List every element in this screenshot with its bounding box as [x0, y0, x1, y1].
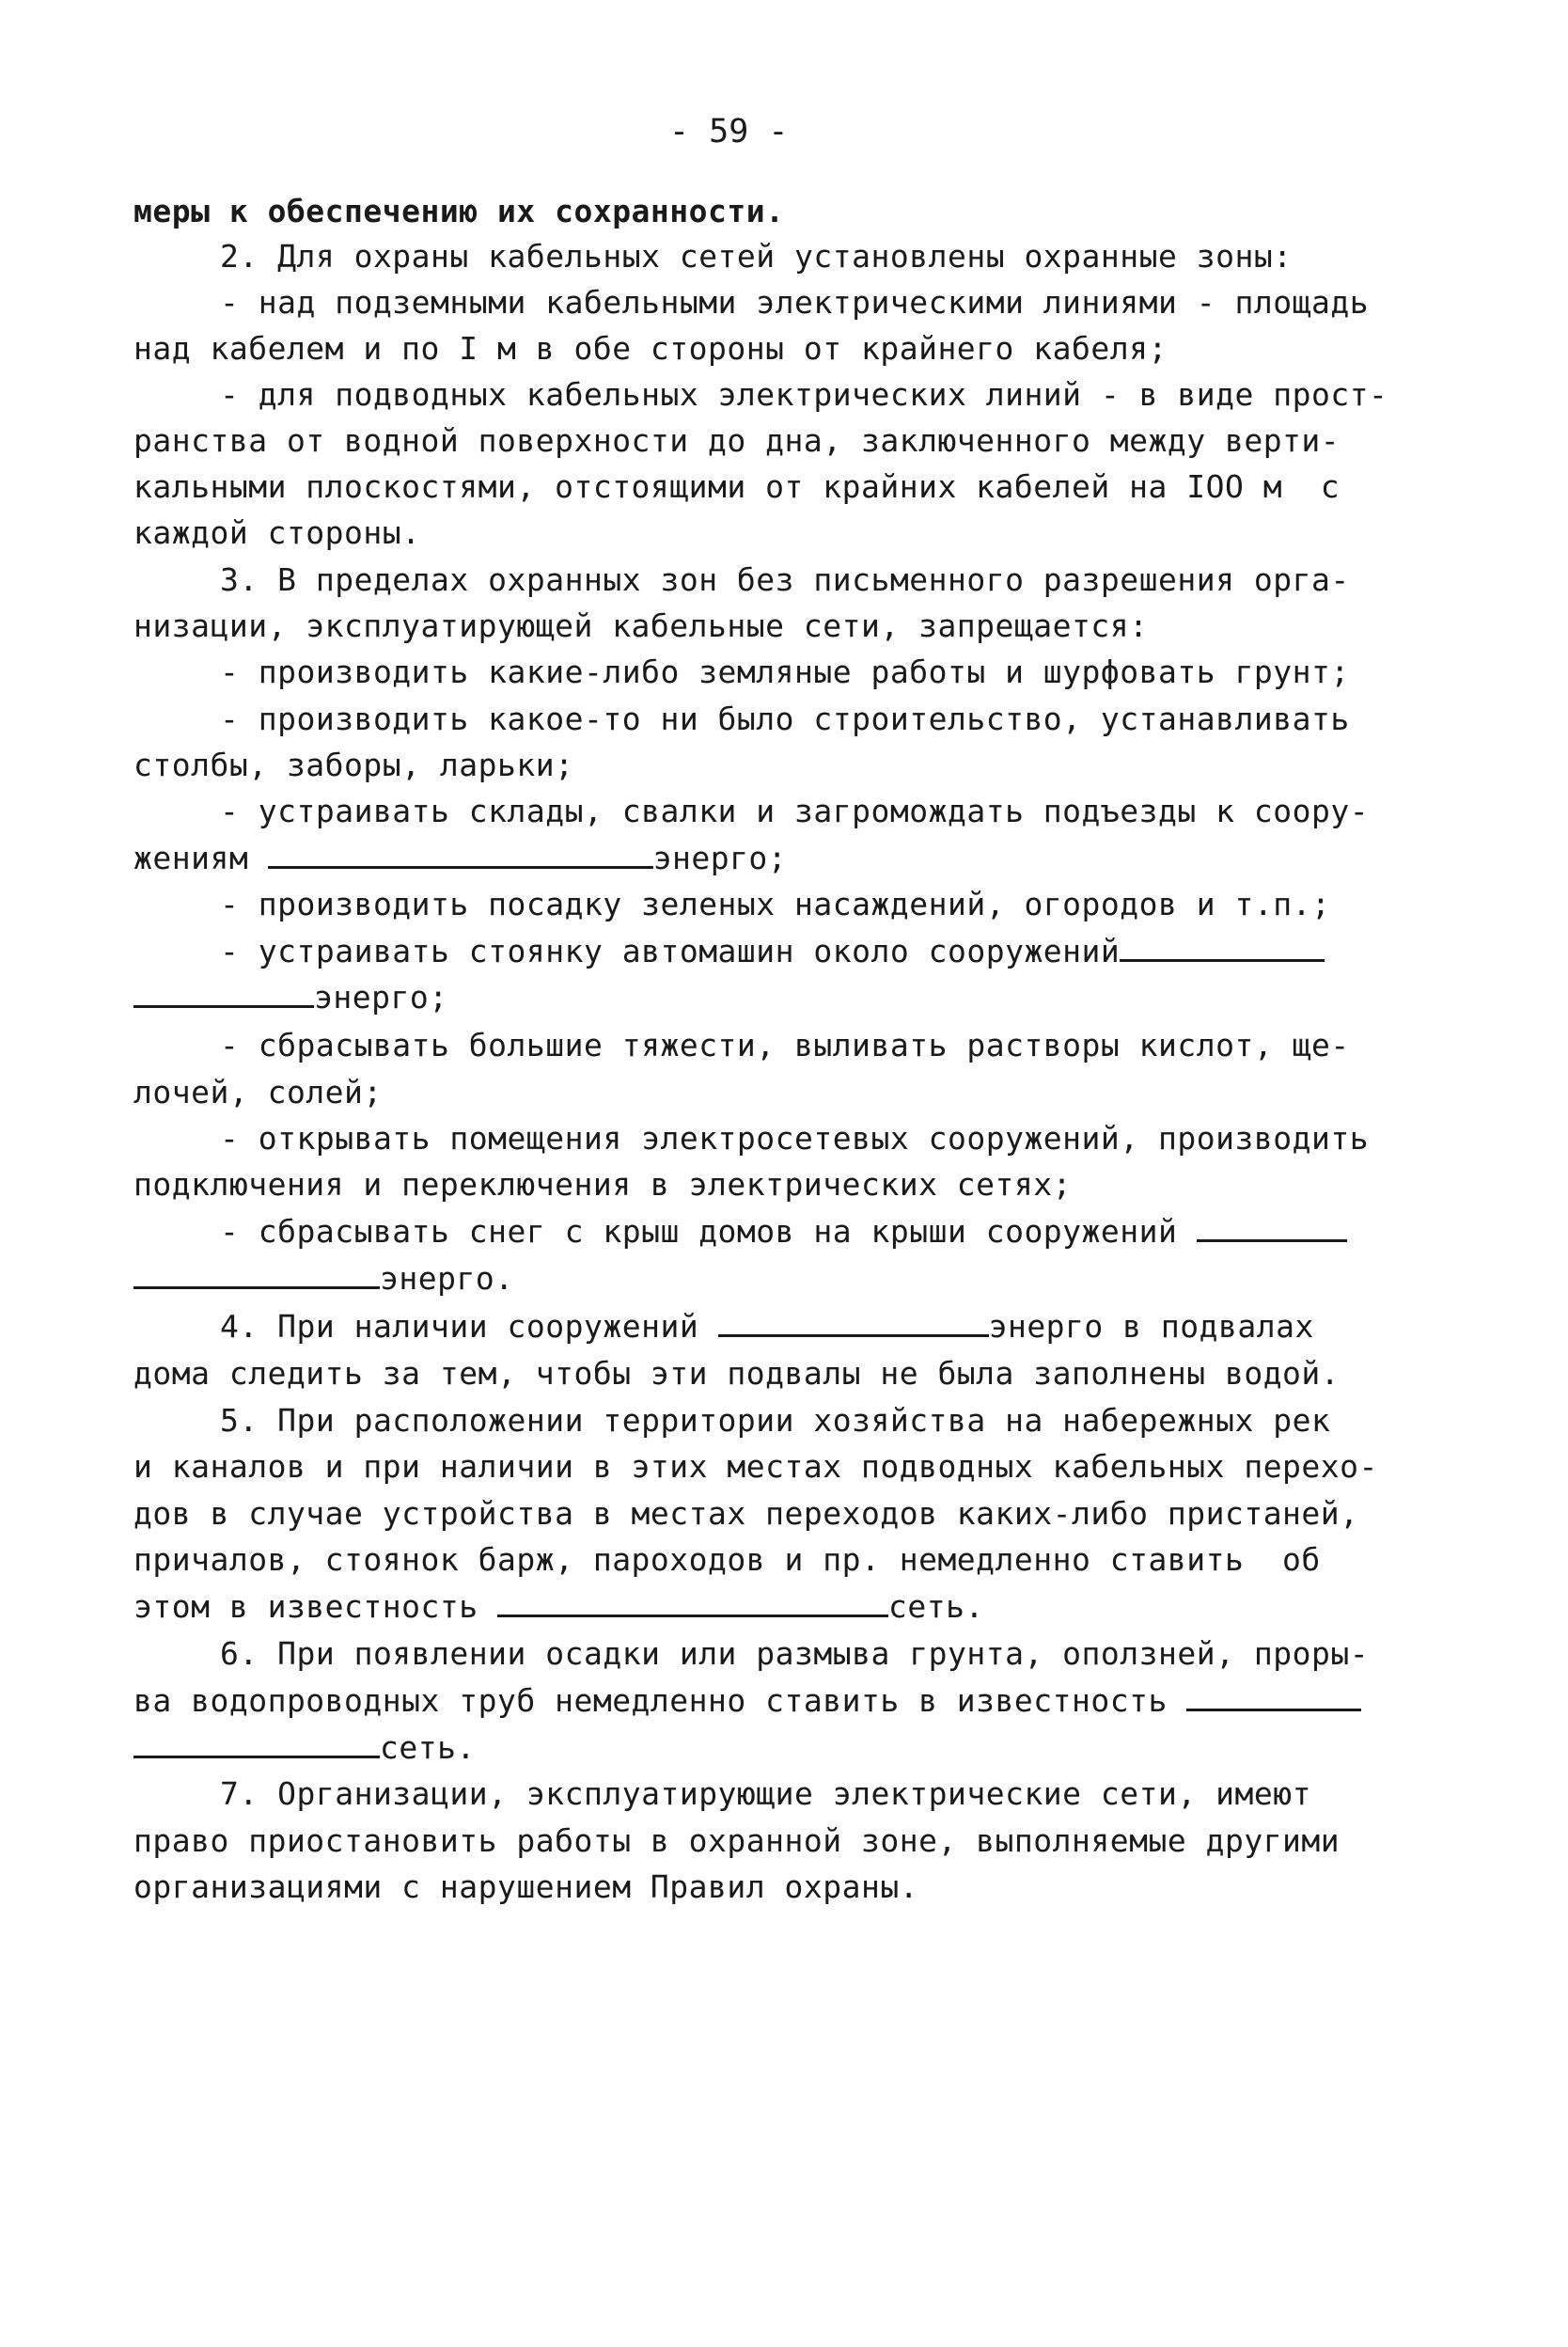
text-line: кальными плоскостями, отстоящими от крайних кабелей на IOO м с	[133, 468, 1341, 505]
text-line	[133, 1729, 476, 1767]
blank-fill-line	[497, 1590, 888, 1617]
text-line	[133, 840, 787, 877]
text-fragment: жениям	[133, 840, 249, 876]
text-line: - над подземными кабельными электрическими линиями - площадь	[220, 284, 1370, 321]
text-line: 3. В пределах охранных зон без письменного разрешения орга-	[220, 561, 1350, 598]
page-number: - 59 -	[669, 113, 789, 150]
text-line: дома следить за тем, чтобы эти подвалы не была заполнены водой.	[133, 1355, 1341, 1392]
text-line	[133, 979, 448, 1016]
text-line	[133, 1260, 514, 1298]
text-fragment: сеть.	[888, 1588, 984, 1625]
blank-fill-line	[718, 1310, 989, 1337]
text-fragment: энерго.	[380, 1260, 514, 1297]
text-line: и каналов и при наличии в этих местах подводных кабельных перехо-	[133, 1448, 1378, 1485]
text-line: низации, эксплуатирующей кабельные сети, запрещается:	[133, 607, 1149, 644]
text-line	[220, 933, 1325, 970]
text-line: подключения и переключения в электрических сетях;	[133, 1166, 1073, 1203]
blank-fill-line	[268, 842, 653, 869]
blank-fill-line	[1186, 1684, 1361, 1711]
text-line: 2. Для охраны кабельных сетей установлены охранные зоны:	[220, 238, 1293, 275]
text-line: 5. При расположении территории хозяйства на набережных рек	[220, 1402, 1331, 1439]
text-line: каждой стороны.	[133, 514, 421, 551]
text-line: право приостановить работы в охранной зоне, выполняемые другими	[133, 1822, 1341, 1859]
text-line: над кабелем и по I м в обе стороны от крайнего кабеля;	[133, 330, 1168, 367]
text-fragment: энерго в подвалах	[988, 1308, 1314, 1345]
text-line: 7. Организации, эксплуатирующие электрические сети, имеют	[220, 1775, 1311, 1812]
text-line: столбы, заборы, ларьки;	[133, 747, 574, 783]
blank-fill-line	[133, 1731, 380, 1758]
blank-fill-line	[1197, 1215, 1347, 1242]
text-fragment: - сбрасывать снег с крыш домов на крыши сооружений	[220, 1213, 1178, 1250]
text-fragment: этом в известность	[133, 1588, 478, 1625]
text-line: меры к обеспечению их сохранности.	[133, 193, 785, 229]
text-fragment: энерго;	[314, 979, 448, 1016]
text-line	[133, 1682, 1361, 1720]
text-line	[220, 1308, 1314, 1346]
blank-fill-line	[133, 1262, 380, 1289]
text-fragment: энерго;	[652, 840, 788, 876]
text-line: - сбрасывать большие тяжести, выливать растворы кислот, ще-	[220, 1027, 1350, 1063]
text-line: - производить какие-либо земляные работы и шурфовать грунт;	[220, 654, 1350, 690]
text-line: - производить посадку зеленых насаждений, огородов и т.п.;	[220, 886, 1331, 922]
text-fragment: - устраивать стоянку автомашин около сооружений	[220, 933, 1121, 969]
text-line: - для подводных кабельных электрических линий - в виде прост-	[220, 376, 1388, 413]
text-line: - устраивать склады, свалки и загромождать подъезды к соору-	[220, 793, 1370, 829]
text-line	[220, 1213, 1347, 1251]
blank-fill-line	[133, 981, 314, 1008]
text-fragment: 4. При наличии сооружений	[220, 1308, 699, 1345]
text-line: организациями с нарушением Правил охраны.	[133, 1868, 919, 1905]
blank-fill-line	[1120, 935, 1325, 962]
text-line: дов в случае устройства в местах переходов каких-либо пристаней,	[133, 1495, 1359, 1532]
text-line: - открывать помещения электросетевых сооружений, производить	[220, 1120, 1370, 1157]
text-line: 6. При появлении осадки или размыва грунта, оползней, проры-	[220, 1635, 1370, 1672]
text-line: лочей, солей;	[133, 1074, 383, 1110]
text-fragment: сеть.	[380, 1729, 476, 1766]
text-line	[133, 1588, 984, 1626]
text-line: - производить какое-то ни было строительство, устанавливать	[220, 701, 1350, 737]
text-line: причалов, стоянок барж, пароходов и пр. немедленно ставить об	[133, 1541, 1321, 1578]
text-fragment: ва водопроводных труб немедленно ставить в известность	[133, 1682, 1168, 1719]
text-line: ранства от водной поверхности до дна, заключенного между верти-	[133, 422, 1341, 459]
